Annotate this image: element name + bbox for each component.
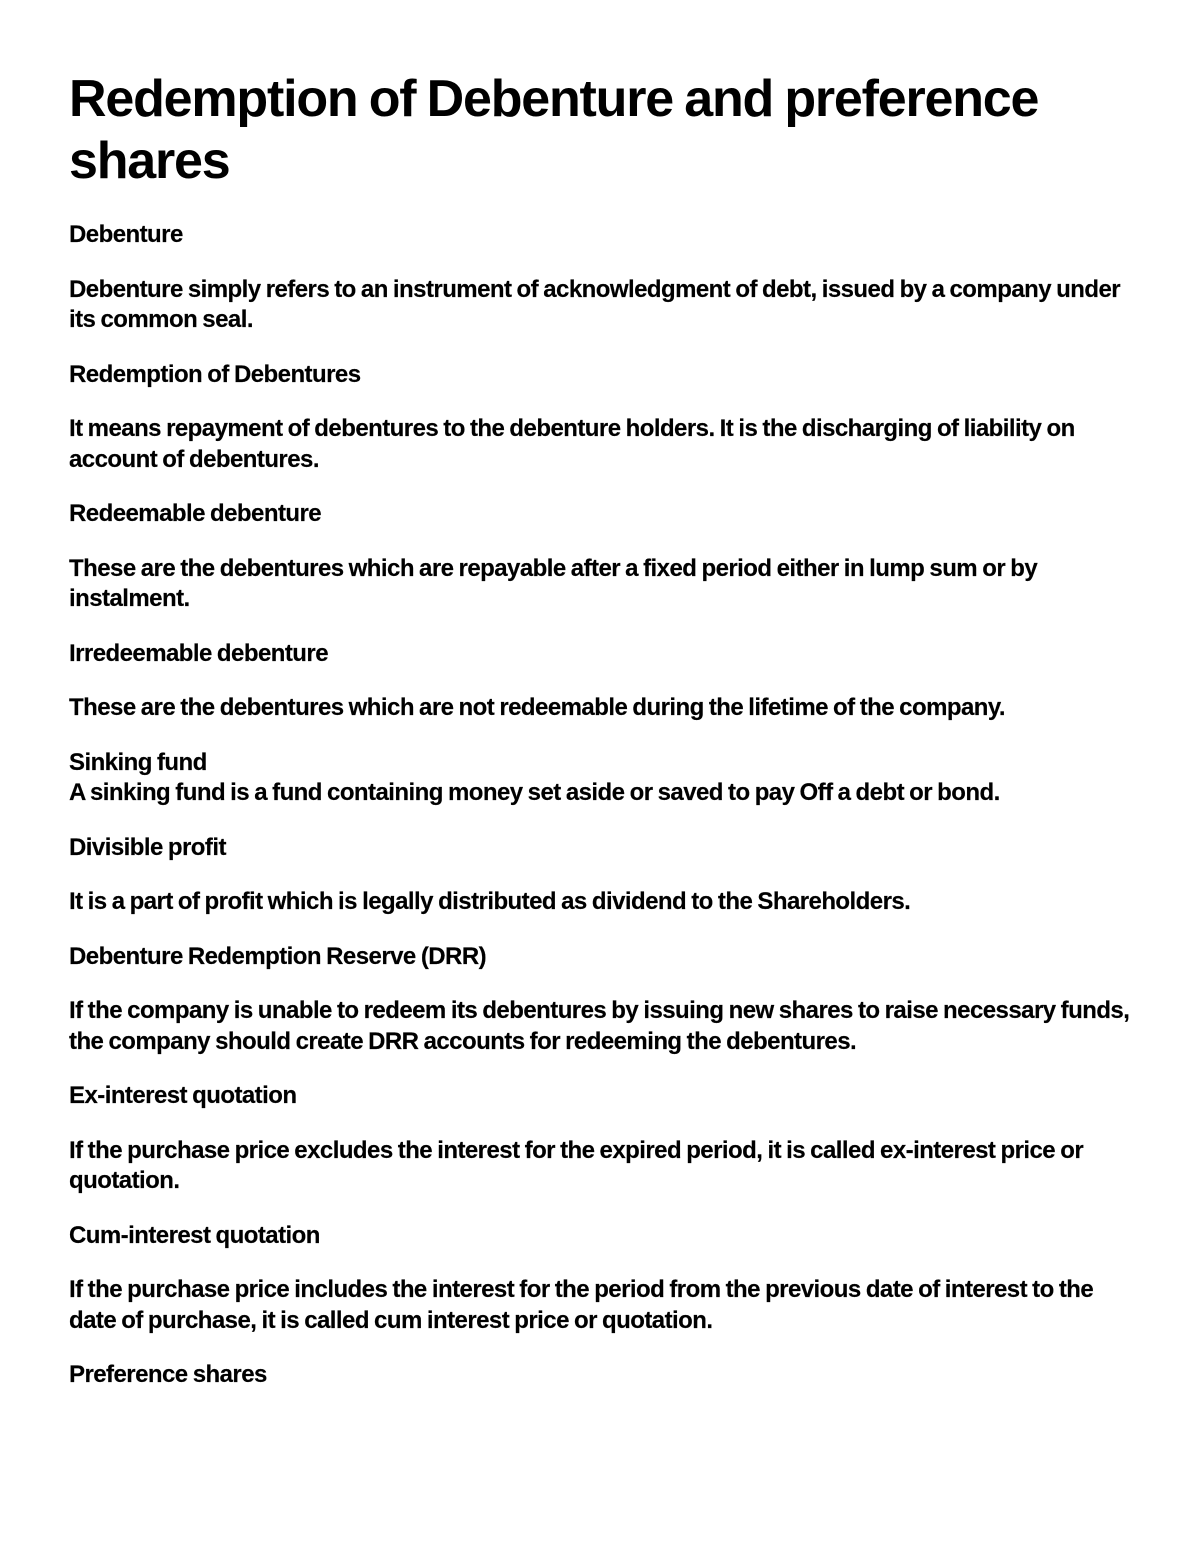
definition-redeemable-debenture: These are the debentures which are repayable after a fixed period either in lump sum or by instalment. xyxy=(69,554,1038,612)
document-body xyxy=(69,220,1139,1391)
definition-debenture: Debenture simply refers to an instrument of acknowledgment of debt, issued by a company under its common seal. xyxy=(69,275,1121,333)
definition-debenture-redemption-reserve: If the company is unable to redeem its debentures by issuing new shares to raise necessary funds, the company should create DRR accounts for redeeming the debentures. xyxy=(69,997,1130,1055)
heading-irredeemable-debenture: Irredeemable debenture xyxy=(69,639,328,667)
definition-sinking-fund: A sinking fund is a fund containing money set aside or saved to pay Off a debt or bond. xyxy=(69,779,1000,806)
heading-redeemable-debenture: Redeemable debenture xyxy=(69,500,322,527)
definition-ex-interest-quotation: If the purchase price excludes the interest for the expired period, it is called ex-interest price or quotation. xyxy=(69,1136,1084,1194)
document-page xyxy=(69,68,1139,1415)
heading-cum-interest-quotation: Cum-interest quotation xyxy=(69,1221,320,1249)
definition-irredeemable-debenture: These are the debentures which are not redeemable during the lifetime of the company. xyxy=(69,694,1006,721)
heading-sinking-fund: Sinking fund xyxy=(69,748,207,776)
document-title: Redemption of Debenture and preference shares xyxy=(69,70,1039,190)
heading-divisible-profit: Divisible profit xyxy=(69,833,226,861)
heading-redemption-of-debentures: Redemption of Debentures xyxy=(69,360,361,388)
heading-debenture: Debenture xyxy=(69,221,183,248)
heading-debenture-redemption-reserve: Debenture Redemption Reserve (DRR) xyxy=(69,942,487,970)
definition-cum-interest-quotation: If the purchase price includes the interest for the period from the previous date of interest to the date of purchase, it is called cum interest price or quotation. xyxy=(69,1276,1094,1334)
definition-divisible-profit: It is a part of profit which is legally distributed as dividend to the Shareholders. xyxy=(69,888,911,915)
heading-ex-interest-quotation: Ex-interest quotation xyxy=(69,1082,297,1109)
heading-preference-shares: Preference shares xyxy=(69,1361,267,1388)
definition-redemption-of-debentures: It means repayment of debentures to the debenture holders. It is the discharging of liability on account of debentures. xyxy=(69,415,1075,473)
